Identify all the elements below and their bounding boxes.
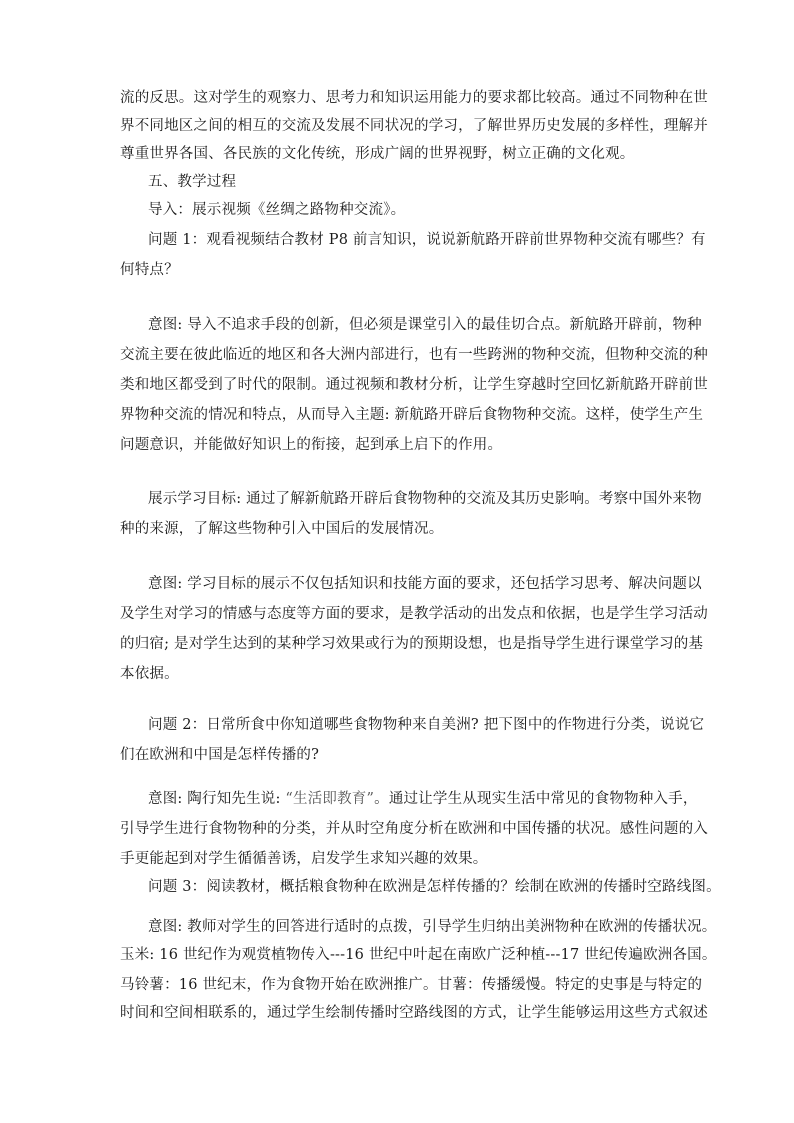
paragraph-line: 流的反思。这对学生的观察力、思考力和知识运用能力的要求都比较高。通过不同物种在世	[120, 90, 708, 106]
intent-text: 。通过让学生从现实生活中常见的食物物种入手，	[374, 791, 698, 807]
question-1-line: 问题 1：观看视频结合教材 P8 前言知识，说说新航路开辟前世界物种交流有哪些？有	[148, 232, 706, 248]
question-2-line: 问题 2：日常所食中你知道哪些食物物种来自美洲? 把下图中的作物进行分类，说说它	[148, 717, 705, 733]
intent-line: 类和地区都受到了时代的限制。通过视频和教材分析，让学生穿越时空回忆新航路开辟前世	[120, 377, 708, 393]
objective-line: 展示学习目标: 通过了解新航路开辟后食物物种的交流及其历史影响。考察中国外来物	[148, 491, 702, 507]
intent-text: 意图: 陶行知先生说:	[148, 791, 286, 807]
paragraph-line: 界不同地区之间的相互的交流及发展不同状况的学习，了解世界历史发展的多样性，理解并	[120, 118, 708, 134]
intent-line: 手更能起到对学生循循善诱，启发学生求知兴趣的效果。	[120, 851, 488, 867]
intent-line: 界物种交流的情况和特点，从而导入主题: 新航路开辟后食物物种交流。这样，使学生产生	[120, 407, 704, 423]
section-heading: 五、教学过程	[148, 174, 237, 190]
intent-line: 意图: 导入不追求手段的创新，但必须是课堂引入的最佳切合点。新航路开辟前，物种	[148, 317, 702, 333]
intent-line: 及学生对学习的情感与态度等方面的要求，是教学活动的出发点和依据，也是学生学习活动	[120, 606, 708, 622]
intent-line: 问题意识，并能做好知识上的衔接，起到承上启下的作用。	[120, 437, 503, 453]
intent-line: 马铃薯：16 世纪末，作为食物开始在欧洲推广。甘薯：传播缓慢。特定的史事是与特定的	[120, 977, 703, 993]
intent-line: 引导学生进行食物物种的分类，并从时空角度分析在欧洲和中国传播的状况。感性问题的入	[120, 821, 708, 837]
intent-line	[148, 789, 698, 809]
intent-line: 玉米: 16 世纪作为观赏植物传入---16 世纪中叶起在南欧广泛种植---17 世纪传遍欧洲各国。	[120, 947, 717, 963]
intent-line: 交流主要在彼此临近的地区和各大洲内部进行，也有一些跨洲的物种交流，但物种交流的种	[120, 347, 708, 363]
question-2-line: 们在欧洲和中国是怎样传播的?	[120, 747, 320, 763]
intent-line: 意图: 学习目标的展示不仅包括知识和技能方面的要求，还包括学习思考、解决问题以	[148, 576, 702, 592]
paragraph-line: 尊重世界各国、各民族的文化传统，形成广阔的世界视野，树立正确的文化观。	[120, 146, 635, 162]
quoted-text: “生活即教育”	[285, 791, 375, 807]
question-3-line: 问题 3：阅读教材，概括粮食物种在欧洲是怎样传播的？绘制在欧洲的传播时空路线图。	[148, 879, 721, 895]
objective-line: 种的来源，了解这些物种引入中国后的发展情况。	[120, 521, 444, 537]
intent-line: 时间和空间相联系的，通过学生绘制传播时空路线图的方式，让学生能够运用这些方式叙述	[120, 1005, 708, 1021]
intent-line: 意图: 教师对学生的回答进行适时的点拨，引导学生归纳出美洲物种在欧洲的传播状况。	[148, 919, 717, 935]
intent-line: 的归宿; 是对学生达到的某种学习效果或行为的预期设想，也是指导学生进行课堂学习的基	[120, 636, 704, 652]
intent-line: 本依据。	[120, 666, 179, 682]
paragraph-line: 导入：展示视频《丝绸之路物种交流》。	[148, 202, 406, 218]
question-1-line: 何特点？	[120, 262, 179, 278]
